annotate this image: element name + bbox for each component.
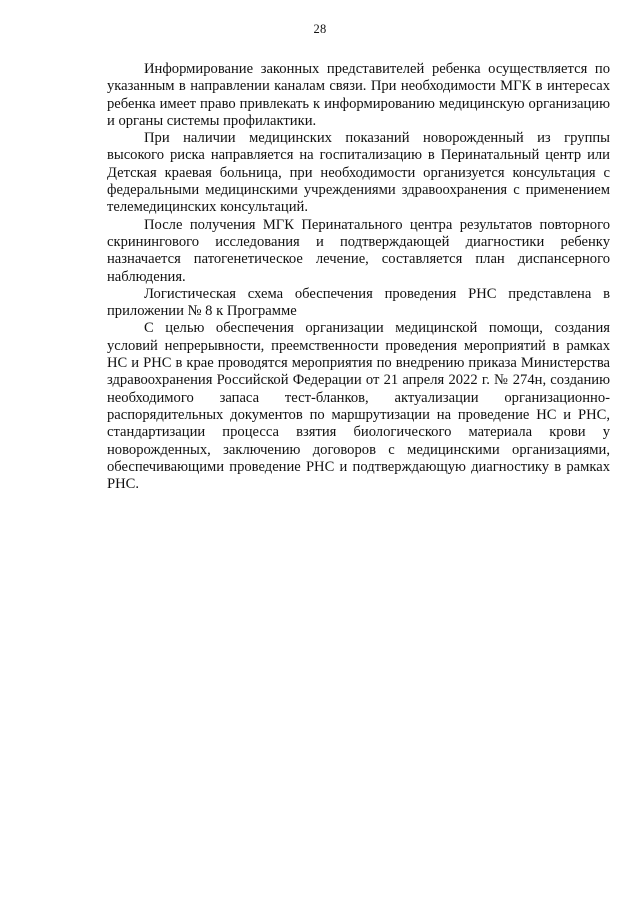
paragraph-hospitalization: При наличии медицинских показаний новорожденный из группы высокого риска направляется на госпитализацию в Перинатальный центр или Детская краевая больница, при необходимости организуется консультация с федеральными медицинскими учреждениями здравоохранения с применением телемедицинских консультаций. xyxy=(107,130,610,216)
document-body xyxy=(107,61,610,493)
page-number: 28 xyxy=(313,22,327,36)
paragraph-informing-representatives: Информирование законных представителей ребенка осуществляется по указанным в направлении каналам связи. При необходимости МГК в интересах ребенка имеет право привлекать к информированию медицинскую организацию и органы системы профилактики. xyxy=(107,61,610,129)
paragraph-organization-measures: С целью обеспечения организации медицинской помощи, создания условий непрерывности, преемственности проведения мероприятий в рамках НС и РНС в крае проводятся мероприятия по внедрению приказа Министерства здравоохранения Российской Федерации от 21 апреля 2022 г. № 274н, созданию необходимого запаса тест-бланков, актуализации организационно-распорядительных документов по маршрутизации на проведение НС и РНС, стандартизации процесса взятия биологического материала крови у новорожденных, заключению договоров с медицинскими организациями, обеспечивающими проведение РНС и подтверждающую диагностику в рамках РНС. xyxy=(107,320,610,493)
paragraph-logistics-scheme: Логистическая схема обеспечения проведения РНС представлена в приложении № 8 к Программе xyxy=(107,285,610,320)
paragraph-treatment: После получения МГК Перинатального центра результатов повторного скринингового исследования и подтверждающей диагностики ребенку назначается патогенетическое лечение, составляется план диспансерного наблюдения. xyxy=(107,216,610,285)
